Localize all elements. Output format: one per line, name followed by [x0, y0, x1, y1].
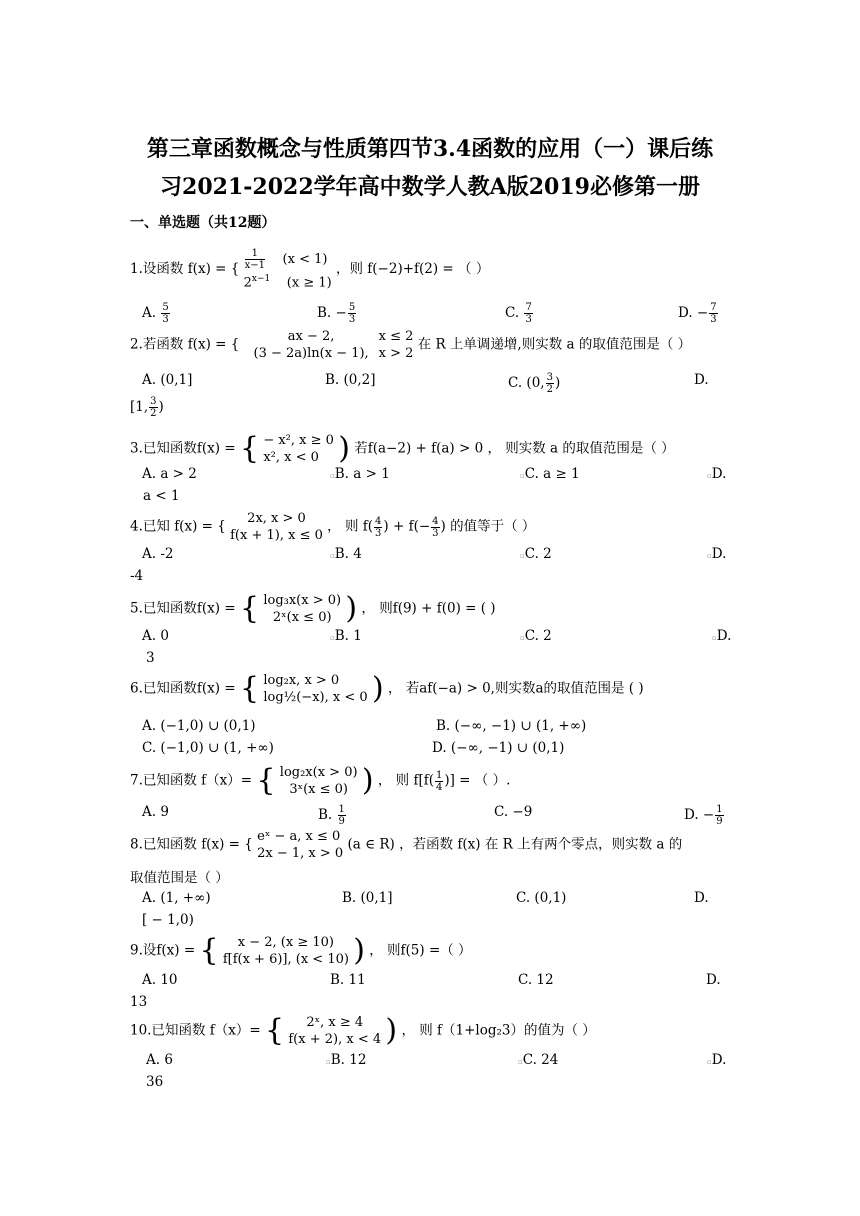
q3-option-d-cont: a < 1 [143, 488, 180, 504]
q1-option-b[interactable]: B. − $\frac{5}{3}$ [317, 302, 356, 325]
q4-function: f(x) = { [174, 518, 226, 535]
q6-cases: log₂x, x > 0 log½(−x), x < 0 [263, 673, 368, 705]
q9-stem-post: ， 则f(5) =（ ） [369, 942, 472, 959]
q10-stem-pre: 10.已知函数 f（x）= [130, 1022, 261, 1039]
q4-cases: 2x, x > 0 f(x + 1), x ≤ 0 [230, 511, 323, 543]
q6-option-a[interactable]: A. (−1,0) ∪ (0,1) [142, 718, 256, 734]
q8-option-b[interactable]: B. (0,1] [342, 890, 393, 906]
q6-stem-pre: 6.已知函数f(x) = [130, 680, 236, 697]
q3-option-b[interactable]: ▫B. a > 1 [330, 466, 390, 482]
q8-stem-pre: 8.已知函数 [130, 836, 197, 853]
q5-cases: log₃x(x > 0) 2ˣ(x ≤ 0) [263, 593, 342, 625]
question-4: 4.已知 f(x) = { 2x, x > 0 f(x + 1), x ≤ 0 ， 则 f( $\frac{4}{3}$ ) + f(− $\frac{4}{3}$ ) 的值等于（ ） [130, 511, 536, 543]
title-line-2: 习2021-2022学年高中数学人教A版2019必修第一册 [160, 174, 700, 200]
q6-stem-post: ， 若af(−a) > 0,则实数a的取值范围是 ( ) [387, 680, 644, 697]
q1-stem-post: ，则 f(−2)+f(2) = （ ） [335, 261, 490, 278]
question-5: 5.已知函数f(x) = { log₃x(x > 0) 2ˣ(x ≤ 0) ) ， 则f(9) + f(0) = ( ) [130, 591, 496, 626]
q4-stem-post: 的值等于（ ） [450, 518, 536, 535]
q1-cases: $\frac{1}{x-1}$ (x < 1) $2^{x-1}$ (x ≥ 1) [243, 248, 332, 291]
q8-stem-post: ，若函数 f(x) 在 R 上有两个零点，则实数 a 的 [399, 836, 683, 853]
question-3: 3.已知函数f(x) = { − x², x ≥ 0 x², x < 0 ) 若f(a−2) + f(a) > 0 ， 则实数 a 的取值范围是（ ） [130, 431, 675, 466]
title-line-1: 第三章函数概念与性质第四节3.4函数的应用（一）课后练 [146, 136, 714, 162]
q3-stem-post: 若f(a−2) + f(a) > 0 ， 则实数 a 的取值范围是（ ） [354, 440, 675, 457]
question-8: 8.已知函数 f(x) = { eˣ − a, x ≤ 0 2x − 1, x > 0 (a ∈ R) ，若函数 f(x) 在 R 上有两个零点，则实数 a 的 [130, 829, 683, 861]
question-7: 7.已知函数 f（x）= { log₂x(x > 0) 3ˣ(x ≤ 0) ) ， 则 f[f( $\frac{1}{4}$ )] = （ ）. [130, 763, 511, 798]
q10-option-d-cont: 36 [146, 1074, 164, 1090]
q7-option-b[interactable]: B. $\frac{1}{9}$ [318, 804, 345, 827]
q1-option-d[interactable]: D. − $\frac{7}{3}$ [678, 302, 717, 325]
q7-option-d[interactable]: D. − $\frac{1}{9}$ [684, 804, 723, 827]
q3-stem-pre: 3.已知函数f(x) = [130, 440, 236, 457]
q9-option-b[interactable]: B. 11 [330, 972, 366, 988]
q7-option-c[interactable]: C. −9 [494, 804, 533, 820]
q3-option-c[interactable]: ▫C. a ≥ 1 [520, 466, 580, 482]
q3-brace: { [239, 431, 260, 466]
question-1 [130, 248, 730, 291]
q2-stem-pre: 2.若函数 [130, 336, 184, 353]
q9-stem-pre: 9.设f(x) = [130, 942, 196, 959]
q2-option-d[interactable]: D. [694, 372, 709, 388]
q4-option-d-cont: -4 [130, 568, 144, 584]
q10-option-b[interactable]: ▫B. 12 [326, 1052, 367, 1068]
q4-stem-pre: 4.已知 [130, 518, 170, 535]
q7-cases: log₂x(x > 0) 3ˣ(x ≤ 0) [279, 765, 358, 797]
q9-option-c[interactable]: C. 12 [518, 972, 554, 988]
q5-option-b[interactable]: ▫B. 1 [330, 628, 362, 644]
q3-cases: − x², x ≥ 0 x², x < 0 [263, 433, 334, 465]
q8-cases: eˣ − a, x ≤ 0 2x − 1, x > 0 [257, 829, 344, 861]
question-6: 6.已知函数f(x) = { log₂x, x > 0 log½(−x), x < 0 ) ， 若af(−a) > 0,则实数a的取值范围是 ( ) [130, 671, 644, 706]
question-2 [130, 328, 730, 362]
question-10: 10.已知函数 f（x）= { 2ˣ, x ≥ 4 f(x + 2), x < 4 ) ， 则 f（1+log₂3）的值为（ ） [130, 1013, 596, 1048]
q5-stem-pre: 5.已知函数f(x) = [130, 600, 236, 617]
q3-option-a[interactable]: A. a > 2 [142, 466, 197, 482]
q8-option-d[interactable]: D. [694, 890, 709, 906]
q2-option-b[interactable]: B. (0,2] [325, 372, 376, 388]
q6-option-b[interactable]: B. (−∞, −1) ∪ (1, +∞) [436, 718, 587, 734]
q4-option-d[interactable]: ▫D. [707, 546, 727, 562]
q2-stem-post: 在 R 上单调递增,则实数 a 的取值范围是（ ） [417, 336, 692, 353]
q7-stem-post: ， 则 f[f( [377, 772, 434, 789]
q8-option-d-cont: [ − 1,0) [142, 912, 194, 928]
q7-option-a[interactable]: A. 9 [142, 804, 169, 820]
q10-stem-post: ， 则 f（1+log₂3）的值为（ ） [401, 1022, 596, 1039]
q10-option-a[interactable]: A. 6 [146, 1052, 173, 1068]
q8-option-c[interactable]: C. (0,1) [516, 890, 567, 906]
q2-function: f(x) = { [187, 336, 240, 353]
q5-stem-post: ， 则f(9) + f(0) = ( ) [361, 600, 496, 617]
q9-option-a[interactable]: A. 10 [142, 972, 178, 988]
q7-stem-pre: 7.已知函数 f（x）= [130, 772, 253, 789]
q5-option-a[interactable]: A. 0 [142, 628, 169, 644]
q8-option-a[interactable]: A. (1, +∞) [142, 890, 211, 906]
q2-cases: ax − 2, x ≤ 2 (3 − 2a)ln(x − 1), x > 2 [253, 329, 414, 361]
q6-option-d[interactable]: D. (−∞, −1) ∪ (0,1) [432, 740, 565, 756]
q4-option-a[interactable]: A. -2 [142, 546, 174, 562]
question-9: 9.设f(x) = { x − 2, (x ≥ 10) f[f(x + 6)], (x < 10) ) ， 则f(5) =（ ） [130, 933, 472, 968]
q9-cases: x − 2, (x ≥ 10) f[f(x + 6)], (x < 10) [222, 935, 349, 967]
q9-option-d[interactable]: D. [706, 972, 721, 988]
document-title [60, 130, 800, 206]
q5-option-d-cont: 3 [146, 650, 155, 666]
q10-option-c[interactable]: ▫C. 24 [518, 1052, 559, 1068]
q2-option-d-cont: [1, $\frac{3}{2}$ ) [130, 396, 164, 419]
q1-option-c[interactable]: C. $\frac{7}{3}$ [505, 302, 532, 325]
q4-option-c[interactable]: ▫C. 2 [520, 546, 552, 562]
q3-option-d[interactable]: ▫D. [707, 466, 727, 482]
q10-cases: 2ˣ, x ≥ 4 f(x + 2), x < 4 [288, 1015, 382, 1047]
q5-option-c[interactable]: ▫C. 2 [520, 628, 552, 644]
q4-option-b[interactable]: ▫B. 4 [330, 546, 362, 562]
q1-function: f(x) = { [187, 261, 240, 278]
q2-option-c[interactable]: C. (0, $\frac{3}{2}$ ) [508, 372, 561, 395]
q6-option-c[interactable]: C. (−1,0) ∪ (1, +∞) [142, 740, 274, 756]
q2-option-a[interactable]: A. (0,1] [142, 372, 193, 388]
q8-stem-line2: 取值范围是（ ） [130, 870, 229, 886]
q9-option-d-cont: 13 [130, 994, 148, 1010]
q1-stem-pre: 1.设函数 [130, 261, 184, 278]
q5-option-d[interactable]: ▫D. [712, 628, 732, 644]
q10-option-d[interactable]: ▫D. [707, 1052, 727, 1068]
q1-option-a[interactable]: A. $\frac{5}{3}$ [142, 302, 169, 325]
section-heading: 一、单选题（共12题） [130, 215, 276, 231]
